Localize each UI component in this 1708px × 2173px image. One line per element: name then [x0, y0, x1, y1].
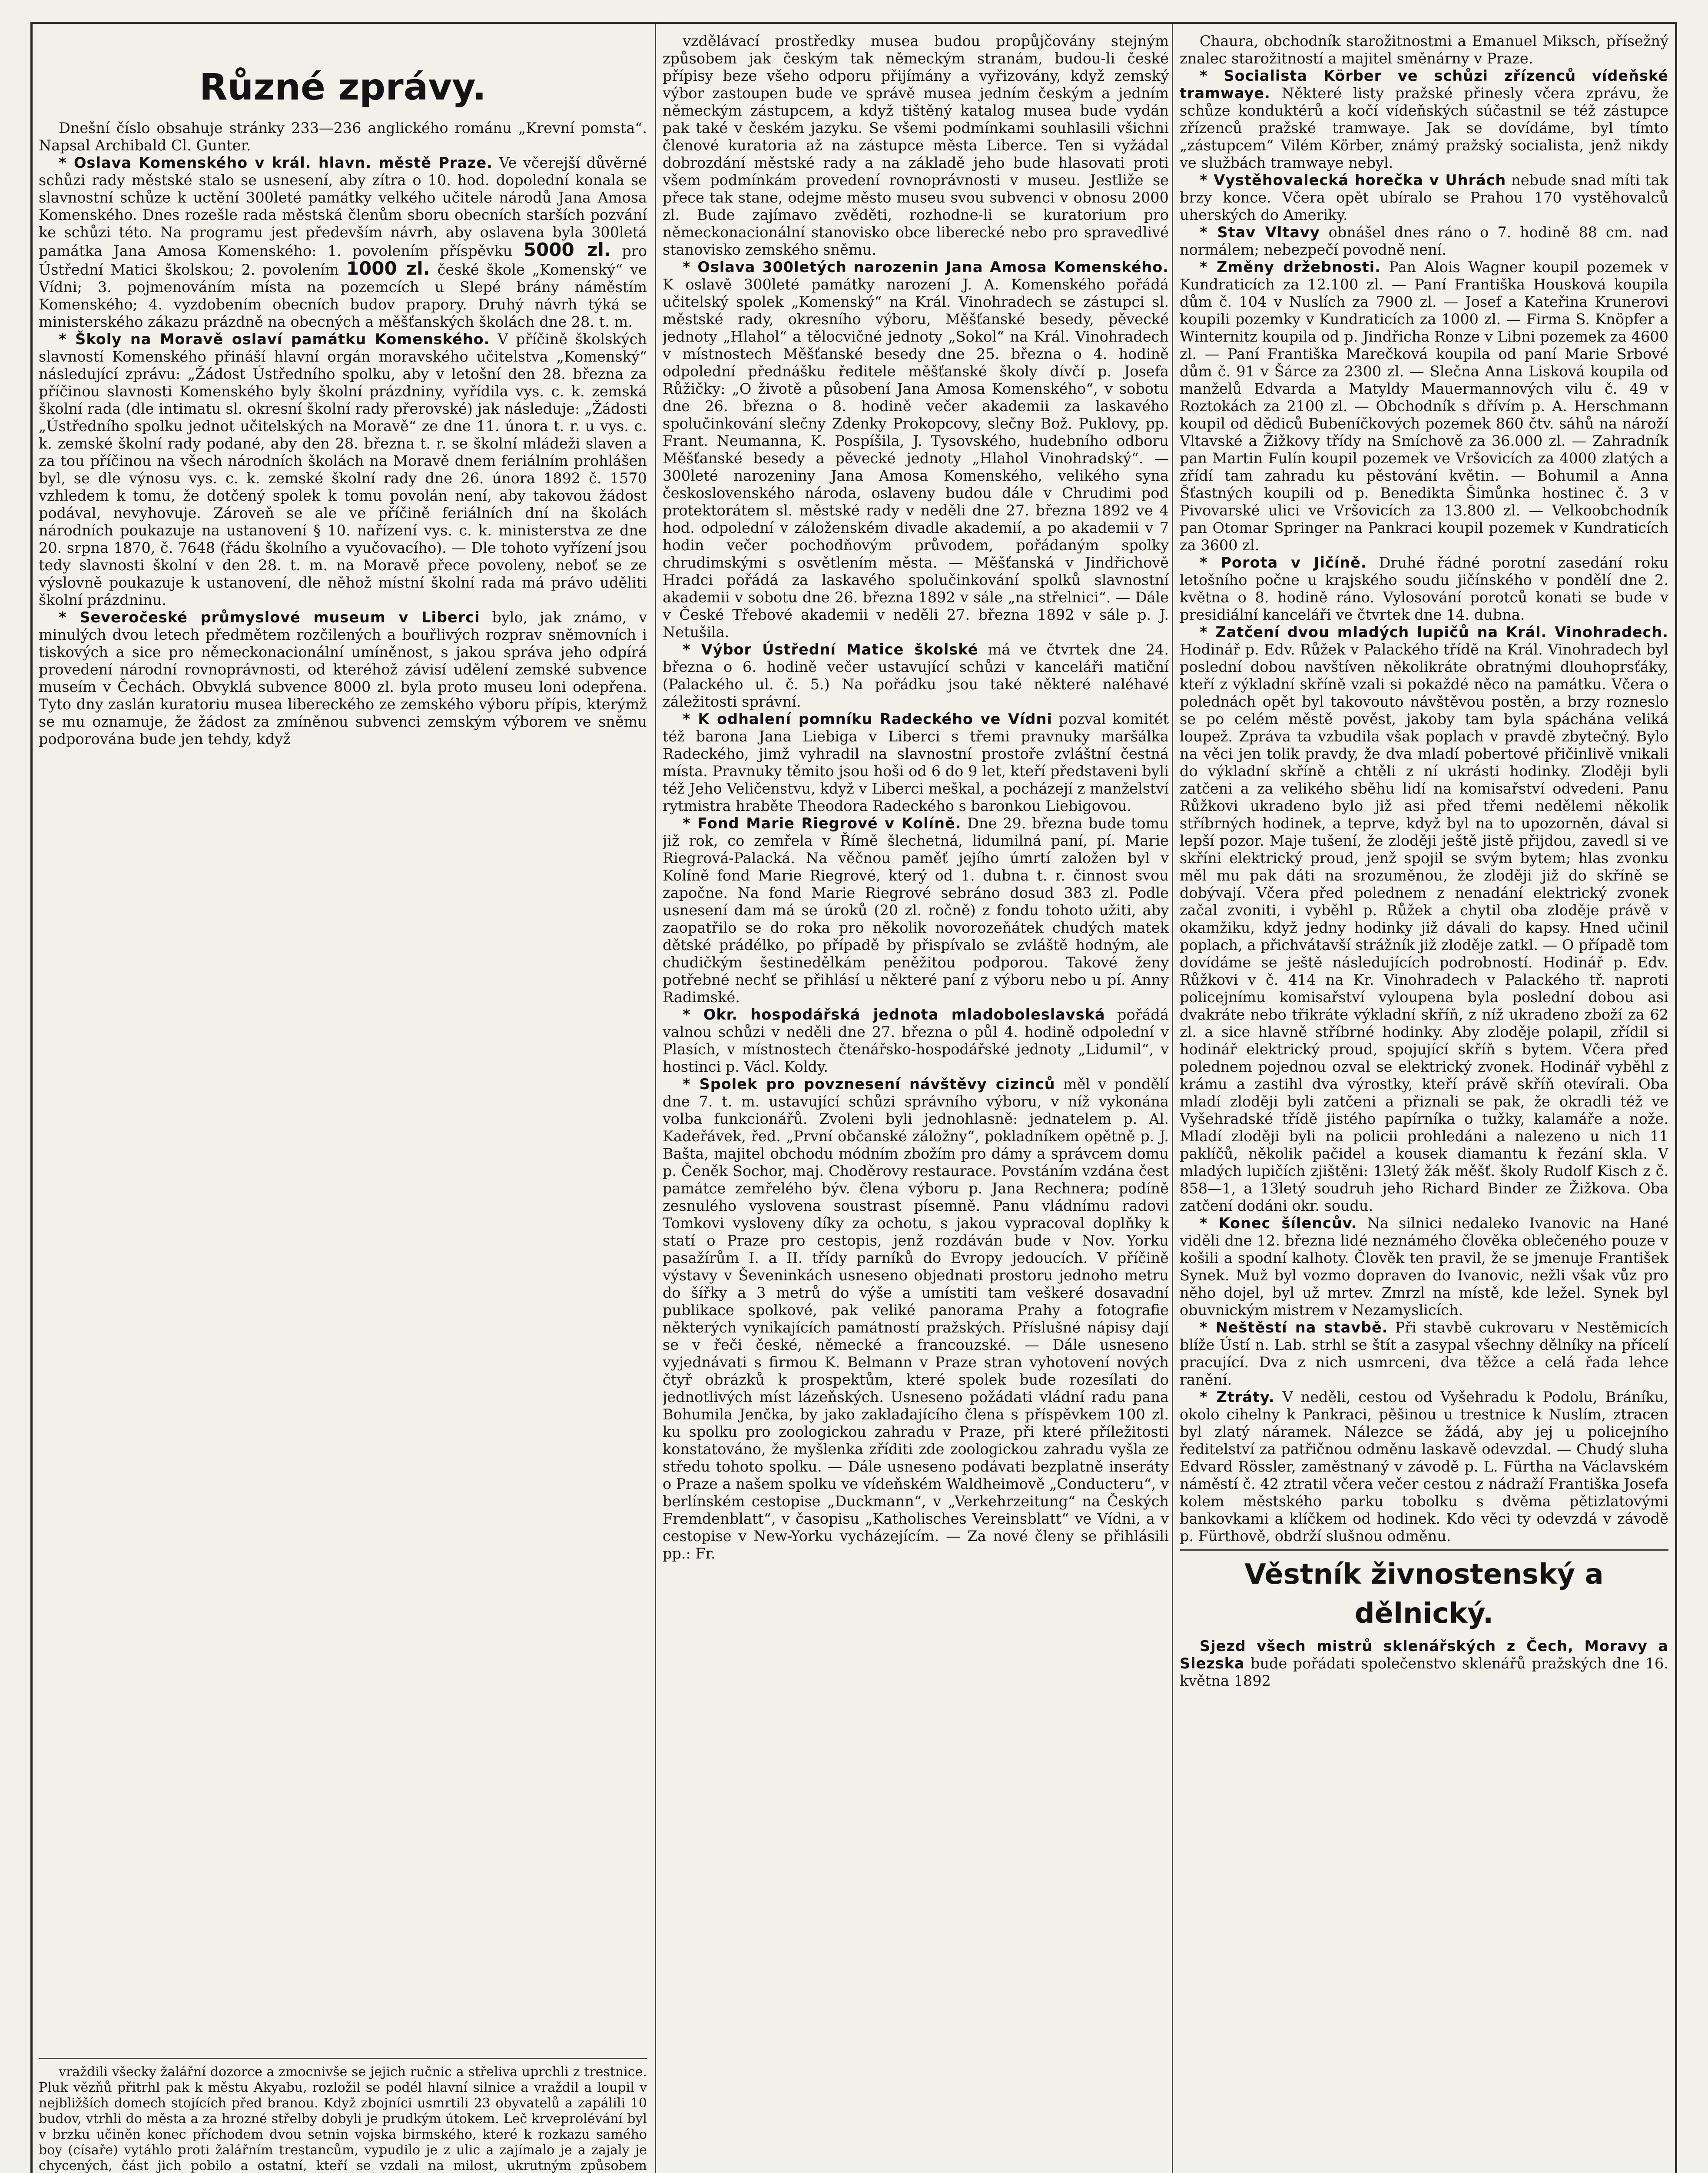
headline: * Neštěstí na stavbě.: [1200, 1319, 1388, 1336]
section-title: Různé zprávy.: [199, 66, 487, 108]
article-ztraty: * Ztráty. V neděli, cestou od Vyšehradu k Podolu, Bráníku, okolo cihelny k Pankraci, pěšinou u trestnice k Nuslím, ztracen byl zlatý náramek. Nálezce se žádá, aby jej u policejního ředitelství za patřičnou odměnu laskavě odevzdal. — Chudý sluha Edvard Rössler, zaměstnaný v závodě p. L. Fürtha na Václavském náměstí č. 42 ztratil včera večer cestou z nádraží Františka Josefa kolem městského parku tobolku s dvěma pětizlatovými bankovkami a klíčkem od hodinek. Kdo věci ty odevzdá v závodě p. Fürthově, obdrží slušnou odměnu.: [1180, 1389, 1668, 1545]
amount-1000: 1000 zl.: [346, 258, 430, 279]
article-hospodarska-jednota: * Okr. hospodářská jednota mladoboleslavská pořádá valnou schůzi v neděli dne 27. března o půl 4. hodině odpolední v Plasích, v místnostech čtenářsko-hospodářské jednoty „Lidumil“, v hostinci p. Václ. Koldy.: [663, 1006, 1169, 1075]
headline: * Fond Marie Riegrové v Kolíně.: [683, 815, 962, 832]
article-vystehovalci: * Vystěhovalecká horečka v Uhrách nebude snad míti tak brzy konce. Včera opět ubíralo se Prahou 170 vystěhovalců uherských do Ameriky.: [1180, 172, 1668, 223]
headline: * Oslava Komenského v král. hlavn. městě Praze.: [59, 154, 493, 171]
article-lupici: * Zatčení dvou mladých lupičů na Král. Vinohradech. Hodinář p. Edv. Růžek v Palackého třídě na Král. Vinohradech byl poslední dobou navštíven několikráte obratnými dlouhoprsťáky, kteří z výkladní skříně vzali si pokaždé něco na památku. Včera o polednách opět byl takovouto návštěvou postěn, a brzy rozneslo se po celém městě pověst, jakoby tam byla spáchána veliká loupež. Zpráva ta vzbudila však poplach v pravdě zbytečný. Bylo na věci jen tolik pravdy, že dva mladí pobertové přičinlivě vnikali do výkladní skříně a chtěli z ní ukrásti hodinky. Zloději byli zatčeni a za velikého sběhu lidí na komisařství odvedeni. Panu Růžkovi ukradeno bylo již asi před třemi nedělemi několik stříbrných hodinek, a teprve, když byl na to upozorněn, dával si lepší pozor. Maje tušení, že zloději ještě jistě přijdou, zavedl si ve skříni elektrický proud, jenž spojil se svým bytem; hlas zvonku měl mu pak dáti na srozuměnou, že zloději již do skříně se dobývají. Včera před polednem z nenadání elektrický zvonek začal zvoniti, i vyběhl p. Růžek a chytil oba zloděje právě v okamžiku, když jedny hodinky již dávali do kapsy. Hned učinil poplach, a přichvátavší strážník již zloděje zatkl. — O případě tom dovídáme se ještě následujících podrobností. Hodinář p. Edv. Růžkovi v č. 414 na Kr. Vinohradech v Palackého tř. naproti policejnímu komisařství vyloupena byla poslední dobou asi dvakráte nebo třikráte výkladní skříň, z níž ukradeno zboží za 62 zl. a sice hlavně stříbrné hodinky. Aby zloděje polapil, zřídil si hodinář elektrický proud, spojující skříň s bytem. Včera před polednem pojednou ozval se elektrický zvonek. Hodinář vyběhl z krámu a zastihl dva výrostky, kteří právě skříň otevírali. Oba mladí zloději byli zatčeni a přiznali se pak, že okradli též ve Vyšehradské třídě jistého papírníka o tužky, kalamáře a nože. Mladí zloději byli na policii prohledáni a nalezeno u nich 11 paklíčů, několik pačidel a kousek diamantu k řezání skla. V mladých lupičích zjištěni: 13letý žák měšť. školy Rudolf Kisch z č. 858—1, a 13letý soudruh jeho Richard Binder ze Žižkova. Oba zatčení dodáni okr. soudu.: [1180, 624, 1668, 1214]
headline: * Spolek pro povznesení návštěvy cizinců: [683, 1076, 1055, 1093]
feuilleton-section: [39, 2058, 647, 2173]
article-krevni-pomsta: Dnešní číslo obsahuje stránky 233—236 anglického románu „Krevní pomsta“. Napsal Archibald Cl. Gunter.: [39, 120, 647, 154]
article-clenove-continued: Chaura, obchodník starožitnostmi a Emanuel Miksch, přísežný znalec starožitností a majitel směnárny v Praze.: [1180, 33, 1668, 67]
article-porota: * Porota v Jičíně. Druhé řádné porotní zasedání roku letošního počne u krajského soudu jičínského v pondělí dne 2. května o 8. hodině ráno. Vylosování porotců konati se bude v presidiální kanceláři ve čtvrtek dne 14. dubna.: [1180, 554, 1668, 623]
article-fond-riegrove: * Fond Marie Riegrové v Kolíně. Dne 29. března bude tomu již rok, co zemřela v Římě šlechetná, lidumilná paní, pí. Marie Riegrová-Palacká. Na věčnou paměť jejího úmrtí založen byl v Kolíně fond Marie Riegrové, který od 1. dubna t. r. činnost svou započne. Na fond Marie Riegrové sebráno dosud 383 zl. Podle usnesení dam má se úroků (20 zl. ročně) z fondu tohoto užiti, aby zaopatřilo se do roka pro několik novorozeňátek chudých matek dětské prádélko, po případě by přispívalo se zvláště hodným, ale chudičkým šestinedělkám peněžitou podporou. Takové ženy potřebné nechť se přihlásí u některé paní z výboru nebo u pí. Anny Radimské.: [663, 815, 1169, 1006]
newspaper-page: [30, 22, 1677, 2173]
column-3: [1180, 33, 1668, 1690]
headline: * K odhalení pomníku Radeckého ve Vídni: [683, 711, 1052, 728]
article-matice: * Výbor Ústřední Matice školské má ve čtvrtek dne 24. března o 6. hodině večer ustavující schůzi v kanceláři matiční (Palackého ul. č. 5.) Na pořádku jsou také některé naléhavé záležitosti správní.: [663, 641, 1169, 710]
article-zmeny-drzebnosti: * Změny držebnosti. Pan Alois Wagner koupil pozemek v Kundraticích za 12.100 zl. — Paní Františka Housková koupila dům č. 104 v Nuslích za 7900 zl. — Josef a Kateřina Krunerovi koupili pozemky v Kundraticích za 1000 zl. — Firma S. Knöpfer a Winternitz koupila od p. Jindřicha Ronze v Libni pozemek za 4600 zl. — Paní Františka Marečková koupila od paní Marie Srbové dům č. 91 v Šárce za 2300 zl. — Slečna Anna Lisková koupila od manželů Edvarda a Matyldy Mauermannových vilu č. 49 v Roztokách za 2100 zl. — Obchodník s dřívím p. A. Herschmann koupil od dědiců Bubeníčkových pozemek 860 čtv. sáhů na nároží Vltavské a Žižkovy třídy na Smíchově za 36.000 zl. — Zahradník pan Martin Fulín koupil pozemek ve Vršovicích za 4000 zlatých a zřídí tam zahradu ku pěstování květin. — Bohumil a Anna Šťastných koupili od p. Benedikta Šimůnka hostinec č. 3 v Pivovarské ulici ve Vršovicích za 13.800 zl. — Velkoobchodník pan Otomar Springer na Pankraci koupil pozemek v Kundraticích za 3600 zl.: [1180, 259, 1668, 554]
headline: * Oslava 300letých narozenin Jana Amosa Komenského.: [683, 259, 1169, 276]
article-spolek-cizincu: * Spolek pro povznesení návštěvy cizinců měl v pondělí dne 7. t. m. ustavující schůzi správního výboru, v níž vykonána volba funkcionářů. Zvoleni byli jednohlasně: jednatelem p. Al. Kadeřávek, řed. „První občanské záložny“, pokladníkem opětně p. J. Bašta, majitel obchodu módním zbožím pro dámy a správcem domu p. Čeněk Sochor, maj. Choděrovy restaurace. Povstáním vzdána čest památce zemřelého býv. člena výboru p. Jana Rechnera; podíně zesnulého vyslovena soustrast písemně. Panu vládnímu radovi Tomkovi vysloveny díky za ochotu, s jakou vypracoval doplňky k statí o Praze pro cestopis, jenž rozdáván bude v Nov. Yorku pasažírům I. a II. třídy parníků do Evropy jedoucích. V příčině výstavy v Ševeninkách usneseno objednati prostoru jednoho metru do šířky a 3 metrů do výše a umístiti tam veškeré dosavadní publikace spolkové, pak veliké panorama Prahy a fotografie některých vynikajících památností pražských. Příslušné nápisy dají se v řeči české, německé a francouzské. — Dále usneseno vyjednávati s firmou K. Belmann v Praze stran vyhotovení nových čtyř obrázků k prospektům, které spolek bude rozesílati do jednotlivých míst lázeňských. Usneseno požádati vládní radu pana Bohumila Jenčka, by jako zakladajícího člena s příspěvkem 100 zl. ku spolku pro zoologickou zahradu v Praze, při které příležitosti konstatováno, že myšlenka zříditi zde zoologickou zahradu vyšla ze středu tohoto spolku. — Dále usneseno podávati bezplatně inseráty o Praze a našem spolku ve vídeňském Waldheimově „Conducteru“, v berlínském cestopise „Duckmann“, v „Verkehrzeitung“ na Českých Fremdenblatt“, v časopisu „Katholisches Vereinsblatt“ ve Vídni, a v cestopise v New-Yorku vycházejícím. — Za nové členy se přihlásili pp.: Fr.: [663, 1076, 1169, 1562]
headline: Sjezd všech mistrů sklenářských z Čech, Moravy a Slezska: [1180, 1638, 1668, 1672]
article-nestesti: * Neštěstí na stavbě. Při stavbě cukrovaru v Nestěmicích blíže Ústí n. Lab. strhl se štít a zasypal všechny dělníky na přícelí pracující. Dva z nich usmrceni, dva těžce a celá řada lehce ranění.: [1180, 1319, 1668, 1388]
article-skoly-morava: * Školy na Moravě oslaví památku Komenského. V příčině školských slavností Komenského přináší hlavní orgán moravského učitelstva „Komenský“ následující zprávu: „Žádost Ústředního spolku, aby v letošní den 28. března za příčinou slavnosti Komenského byly školní prázdniny, vyřídila vys. c. k. zemská školní rada (dle intimatu sl. okresní školní rady přerovské) jak následuje: „Žádosti „Ústředního spolku jednot učitelských na Moravě“ ze dne 11. února t. r. u vys. c. k. zemské školní rady podané, aby den 28. března t. r. se školní mládeži slaven a za tou příčinou na všech národních školách na Moravě dnem feriálním prohlášen byl, se dle výnosu vys. c. k. zemské školní rady dne 26. února 1892 č. 1570 vzhledem k tomu, že dotčený spolek k tomu povolán není, aby takovou žádost podával, nevyhovuje. Zároveň se ale ve příčině feriálních dní na školách národních poukazuje na ustanovení § 10. nařízení vys. c. k. ministerstva ze dne 20. srpna 1870, č. 7648 (řádu školního a vyučovacího). — Dle tohoto vyřízení jsou tedy slavnosti školní v den 28. t. m. na Moravě přece povoleny, neboť se ze výslovně poukazuje k ustanovení, dle něhož místní školní rada má právo uděliti školní prázdninu.: [39, 331, 647, 608]
article-oslava-vinohrady: * Oslava 300letých narozenin Jana Amosa Komenského. K oslavě 300leté památky narození J. A. Komenského pořádá učitelský spolek „Komenský“ na Král. Vinohradech se zástupci sl. městské rady, okresního výboru, Měšťanské besedy, pěvecké jednoty „Hlahol“ a tělocvičné jednoty „Sokol“ na Král. Vinohradech v místnostech Měšťanské besedy dne 25. března o 4. hodině odpolední přednášku ředitele měšťanské školy dívčí p. Josefa Růžičky: „O životě a působení Jana Amosa Komenského“, v sobotu dne 26. března o 8. hodině večer akademii za laskavého spolučinkování slečny Zdenky Prokopcovy, slečny Bož. Puklovy, pp. Frant. Neumanna, K. Pospíšila, J. Tysovského, hudebního odboru Měšťanské besedy a pěvecké jednoty „Hlahol Vinohradský“. — 300leté narozeniny Jana Amosa Komenského, velikého syna československého národa, oslaveny budou dále v Chrudimi pod protektorátem sl. městské rady v neděli dne 27. března 1892 ve 4 hod. odpolední v záloženském divadle akademií, a po akademii v 7 hodin večer pochodňovým průvodem, pořádaným spolky chrudimskými s osvětlením města. — Měšťanská v Jindřichově Hradci pořádá za laskavého spolučinkování spolků slavnostní akademii v sobotu dne 26. března 1892 v sále „na střelnici“. — Dále v České Třebové akademii v neděli 27. března 1892 v sále p. J. Netušila.: [663, 259, 1169, 641]
headline: * Školy na Moravě oslaví památku Komenského.: [59, 331, 490, 348]
headline: * Porota v Jičíně.: [1200, 554, 1367, 571]
article-sjezd-sklenaru: Sjezd všech mistrů sklenářských z Čech, Moravy a Slezska bude pořádati společenstvo sklenářů pražských dne 16. května 1892: [1180, 1638, 1668, 1689]
article-museum-liberec: * Severočeské průmyslové museum v Liberci bylo, jak známo, v minulých dvou letech předmětem rozčilených a bouřlivých rozprav sněmovních i tiskových a sice pro německonacionální umíněnost, s jakou správa jeho odpírá provedení národní rovnoprávnosti, od kteréhož závisí udělení zemské subvence museím v Čechách. Obvyklá subvence 8000 zl. byla proto museu loni odepřena. Tyto dny zaslán kuratoriu musea libereckého ze zemského výboru přípis, kterýmž se mu oznamuje, že žádost za zmíněnou subvenci zemským výborem ve sněmu podporována bude jen tehdy, když: [39, 609, 647, 748]
headline: * Zatčení dvou mladých lupičů na Král. Vinohradech.: [1200, 624, 1668, 641]
headline: * Socialista Körber ve schůzi zřízenců vídeňské tramwaye.: [1180, 67, 1668, 102]
article-museum-continued: vzdělávací prostředky musea budou propůjčovány stejným způsobem jak českým tak německým stranám, budou-li české přípisy beze všeho odporu přijímány a vyřizovány, když zemský výbor zastoupen bude ve správě musea jedním českým a jedním německým zástupcem, a když tištěný katalog musea bude vydán pak také v českém jazyku. Se všemi podmínkami souhlasili všichni členové kuratoria až na zástupce města Liberce. Ten si vyžádal dobrozdání městské rady a na základě jeho bude hlasovati proti všem podmínkám provedení rovnoprávnosti v museu. Jestliže se přece tak stane, odejme město museu svou subvenci v obnosu 2000 zl. Bude zajímavo zvěděti, rozhodne-li se kuratorium pro německonacionální stanovisko obce liberecké nebo pro spravedlivé stanovisko zemského sněmu.: [663, 33, 1169, 258]
article-konec-silencuv: * Konec šílencův. Na silnici nedaleko Ivanovic na Hané viděli dne 12. března lidé neznámého člověka oblečeného pouze v košili a spodní kalhoty. Člověk ten pravil, že se jmenuje František Synek. Muž byl vozmo dopraven do Ivanovic, nežli však vůz pro něho dojel, byl už mrtev. Zmrzl na místě, kde ležel. Synek byl obuvnickým mistrem v Nezamyslicích.: [1180, 1215, 1668, 1319]
article-stav-vltavy: * Stav Vltavy obnášel dnes ráno o 7. hodině 88 cm. nad normálem; nebezpečí povodně není.: [1180, 224, 1668, 258]
vestnik-title: Věstník živnostenský a dělnický.: [1180, 1549, 1668, 1633]
headline: * Vystěhovalecká horečka v Uhrách: [1200, 172, 1506, 189]
headline: * Ztráty.: [1200, 1389, 1275, 1405]
headline: * Okr. hospodářská jednota mladoboleslavská: [683, 1006, 1105, 1023]
column-rule-1: [655, 24, 656, 2173]
article-oslava-praha: * Oslava Komenského v král. hlavn. městě Praze. Ve včerejší důvěrné schůzi rady městské stalo se usnesení, aby zítra o 10. hod. dopolední konala se slavnostní schůze k uctění 300leté památky velkého učitele národů Jana Amosa Komenského. Dnes rozešle rada městská členům sboru obecních starších pozvání ke schůzi této. Na programu jest především návrh, aby oslavena byla 300letá památka Jana Amosa Komenského: 1. povolením příspěvku 5000 zl. pro Ústřední Matici školskou; 2. povolením 1000 zl. české škole „Komenský“ ve Vídni; 3. pojmenováním místa na pozemcích u Slepé brány náměstím Komenského; 4. vyzdobením obecních budov prapory. Druhý návrh týká se ministerského zákazu prázdně na obecných a měšťanských školách dne 28. t. m.: [39, 154, 647, 330]
headline: * Výbor Ústřední Matice školské: [683, 641, 978, 658]
column-2: [663, 33, 1169, 2173]
headline: * Stav Vltavy: [1200, 224, 1320, 241]
article-akyab: vraždili všecky žalářní dozorce a zmocnivše se jejich ručnic a střeliva uprchli z trestnice. Pluk vězňů přitrhl pak k městu Akyabu, rozložil se podél hlavní silnice a vraždil a loupil v nejbližších domech stojících před branou. Když zbojníci usmrtili 23 obyvatelů a zapálili 10 budov, vtrhli do města a za hrozné střelby dobyli je prudkým útokem. Leč krveprolévání byl v brzku učiněn konec příchodem dvou setnin vojska birmského, které k rozkazu samého boy (císaře) vytáhlo proti žalářním trestancům, vypudilo je z ulic a zajímalo je a zajaly je chycených, část jich pobilo a ostatní, kteří se vzdali na milost, ukrutným způsobem: [39, 2064, 647, 2173]
column-1: [39, 33, 647, 748]
column-rule-2: [1172, 24, 1173, 2173]
article-korber: * Socialista Körber ve schůzi zřízenců vídeňské tramwaye. Některé listy pražské přinesly včera zprávu, že schůze konduktérů a kočí vídeňských súčastnil se též zástupce zřízenců pražské tramwaye. Jak se dovídáme, byl tímto „zástupcem“ Vilém Körber, známý pražský socialista, jenž nikdy ve službách tramwaye nebyl.: [1180, 67, 1668, 171]
headline: * Severočeské průmyslové museum v Liberci: [59, 609, 480, 626]
headline: * Konec šílencův.: [1200, 1215, 1357, 1232]
headline: * Změny držebnosti.: [1200, 259, 1381, 276]
amount-5000: 5000 zl.: [523, 239, 611, 260]
article-radecky: * K odhalení pomníku Radeckého ve Vídni pozval komitét též barona Jana Liebiga v Liberci s třemi pravnuky maršálka Radeckého, jimž vyhradil na slavnostní prostoře zvláštní čestná místa. Pravnuky těmito jsou hoši od 6 do 9 let, kteří představeni byli též Jeho Veličenstvu, když v Liberci meškal, a pocházejí z manželství rytmistra hraběte Theodora Radeckého s baronkou Liebigovou.: [663, 711, 1169, 814]
